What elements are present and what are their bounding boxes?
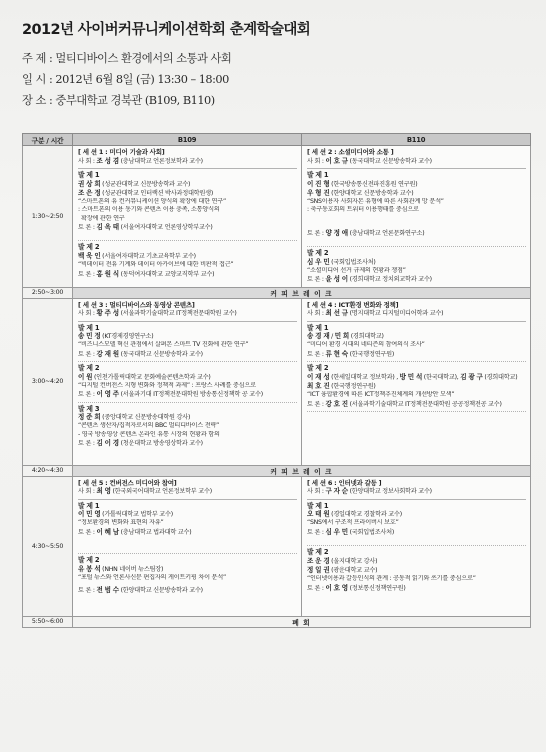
session-4-cell <box>302 298 531 465</box>
time-slot: 2:50~3:00 <box>23 287 73 298</box>
table-row <box>23 476 531 616</box>
session-chair: 사 회 : 이 호 규 (동국대학교 신문방송학과 교수) <box>307 156 432 165</box>
session-chair: 사 회 : 구 자 순 (한양대학교 정보사회학과 교수) <box>307 487 432 496</box>
session-title: [ 세 션 2 : 소셜미디어와 소통 ] <box>307 148 394 156</box>
session-chair: 사 회 : 최 선 규 (명지대학교 디지털미디어학과 교수) <box>307 309 444 318</box>
time-slot: 4:20~4:30 <box>23 465 73 476</box>
time-slot: 4:30~5:50 <box>23 476 73 616</box>
session-title: [ 세 션 4 : ICT환경 변화와 정책] <box>307 300 399 309</box>
presentation: 발 제 1 권 상 희 (성균관대학교 신문방송학과 교수) 조 은 정 (성균관대학교 인터랙션 박사과정대학원생) “스마트폰의 유 컨커뮤니케이션 양식의 확장에 대한 연구” : 스마트폰의 이용 동기와 콘텐츠 이용 충족, 소통양식의 확장에 관한 연구 토 론 : 김 옥 태 (서울여자대학교 언론영상학부교수) <box>78 168 297 232</box>
coffee-break: 커 피 브 레 이 크 <box>73 465 531 476</box>
table-row <box>23 616 531 627</box>
table-header-row <box>23 134 531 146</box>
schedule-table <box>22 133 531 628</box>
time-slot: 3:00~4:20 <box>23 298 73 465</box>
session-title: [ 세 션 1 : 미디어 기술과 사회] <box>78 148 165 156</box>
col-header-b109: B109 <box>73 134 302 146</box>
presentation-empty <box>307 411 526 454</box>
session-5-cell <box>73 476 302 616</box>
session-6-cell <box>302 476 531 616</box>
presentation: 발 제 2 백 욱 인 (서울여자대학교 기초교육학부 교수) “빅데이터 전유 기계와 데이터 아카이브에 대한 비판적 접근” 토 론 : 홍 원 식 (동덕여자대학교 교양교직학부 교수) <box>78 240 297 278</box>
session-2-cell <box>302 146 531 288</box>
coffee-break: 커 피 브 레 이 크 <box>73 287 531 298</box>
event-title: 2012년 사이버커뮤니케이션학회 춘계학술대회 <box>22 22 311 38</box>
presentation: 발 제 1 이 민 영 (가톨릭대학교 법학부 교수) “정보환경의 변화와 표현의 자유” 토 론 : 이 혜 남 (충남대학교 법과대학 교수) <box>78 499 297 537</box>
session-title: [ 세 션 6 : 인터넷과 갈등 ] <box>307 478 382 487</box>
table-row <box>23 465 531 476</box>
presentation: 발 제 1 송 민 정 (KT경제경영연구소) “비즈니스모델 혁신 관점에서 살펴본 스마트 TV 진화에 관한 연구” 토 론 : 강 재 원 (동국대학교 신문방송학과 교수) <box>78 321 297 359</box>
presentation: 발 제 2 심 우 민 (국회입법조사처) “소셜미디어 선거 규제의 현황과 쟁점” 토 론 : 윤 성 이 (경희대학교 정치외교학과 교수) <box>307 246 526 284</box>
session-chair: 사 회 : 황 주 성 (서울과학기술대학교 IT정책전문대학원 교수) <box>78 309 237 318</box>
table-row <box>23 287 531 298</box>
col-header-time: 구분 / 시간 <box>23 134 73 146</box>
session-chair: 사 회 : 최 영 (한국외국어대학교 언론정보학부 교수) <box>78 487 212 496</box>
event-theme: 주 제 : 멀티디바이스 환경에서의 소통과 사회 <box>22 52 232 65</box>
table-row <box>23 146 531 288</box>
event-place: 장 소 : 중부대학교 경북관 (B109, B110) <box>22 94 215 107</box>
presentation: 발 제 2 이 재 성 (한세일대학교 정보학과) , 방 민 석 (한국대학교), 김 광 구 (경희대학교) 최 호 진 (한국행정연구원) “ICT 융합환경에 따른 ICT정책추진체계의 개선방안 모색” 토 론 : 강 호 진 (서울과학기술대학교 IT정책전문대학원 공공정책전공 교수) <box>307 361 526 409</box>
session-chair: 사 회 : 조 성 겸 (충남대학교 언론정보학과 교수) <box>78 156 203 165</box>
program-header <box>22 18 532 111</box>
presentation: 발 제 1 오 태 원 (경일대학교 경찰학과 교수) “SNS에서 구조적 프라이버시 보호” 토 론 : 심 우 민 (국회입법조사처) <box>307 499 526 537</box>
col-header-b110: B110 <box>302 134 531 146</box>
time-slot: 5:50~6:00 <box>23 616 73 627</box>
session-title: [ 세 션 3 : 멀티디바이스와 동영상 콘텐츠] <box>78 300 195 309</box>
time-slot: 1:30~2:50 <box>23 146 73 288</box>
session-1-cell <box>73 146 302 288</box>
closing: 폐 회 <box>73 616 531 627</box>
session-3-cell <box>73 298 302 465</box>
presentation: 발 제 3 정 준 희 (중앙대학교 신문방송대학원 강사) “콘텐츠 생산자/집적자로서의 BBC 멀티디바이스 전략” - 영국 방송영상 콘텐츠 온라인 유통 시장의 현황과 함의 토 론 : 김 이 경 (청운대학교 방송영상학과 교수) <box>78 402 297 449</box>
presentation: 발 제 1 이 진 형 (한국방송통신전파진흥원 연구원) 우 형 진 (한양대학교 신문방송학과 교수) “SNS이용자 사회자본 유형에 따른 사회관계 망 분석” : 축구동호회의 트위터 이용행태를 중심으로 토 론 : 양 정 애 (충남대학교 언론문화연구소) <box>307 168 526 238</box>
table-row <box>23 298 531 465</box>
presentation: 발 제 2 조 운 경 (울지대학교 강사) 정 일 권 (광운대학교 교수) “인터넷이용과 갈등인식의 관계 : 공동적 읽기와 쓰기를 중심으로” 토 론 : 이 호 영 (정보통신정책연구원) <box>307 545 526 593</box>
event-datetime: 일 시 : 2012년 6월 8일 (금) 13:30 – 18:00 <box>22 73 229 86</box>
session-title: [ 세 션 5 : 컨버전스 미디어와 참여] <box>78 478 177 487</box>
presentation: 발 제 2 유 봉 석 (NHN 네이버 뉴스팀장) “포털 뉴스와 언론사신문 편집자의 게이트키핑 차이 분석” 토 론 : 전 범 수 (한양대학교 신문방송학과 교수) <box>78 553 297 595</box>
presentation: 발 제 1 송 경 재 / 민 희 (경희대학교) “미디어 환경 시대의 네티즌의 참여의식 조사” 토 론 : 류 현 숙 (한국행정연구원) <box>307 321 526 359</box>
presentation: 발 제 2 이 원 (인천가톨릭대학교 문화예술콘텐츠학과 교수) “디지털 컨버전스 지형 변화와 정책적 과제” : 프랑스 사례를 중심으로 토 론 : 이 영 주 (서울과기대 IT정책전문대학원 방송통신정책학 공 교수) <box>78 361 297 399</box>
